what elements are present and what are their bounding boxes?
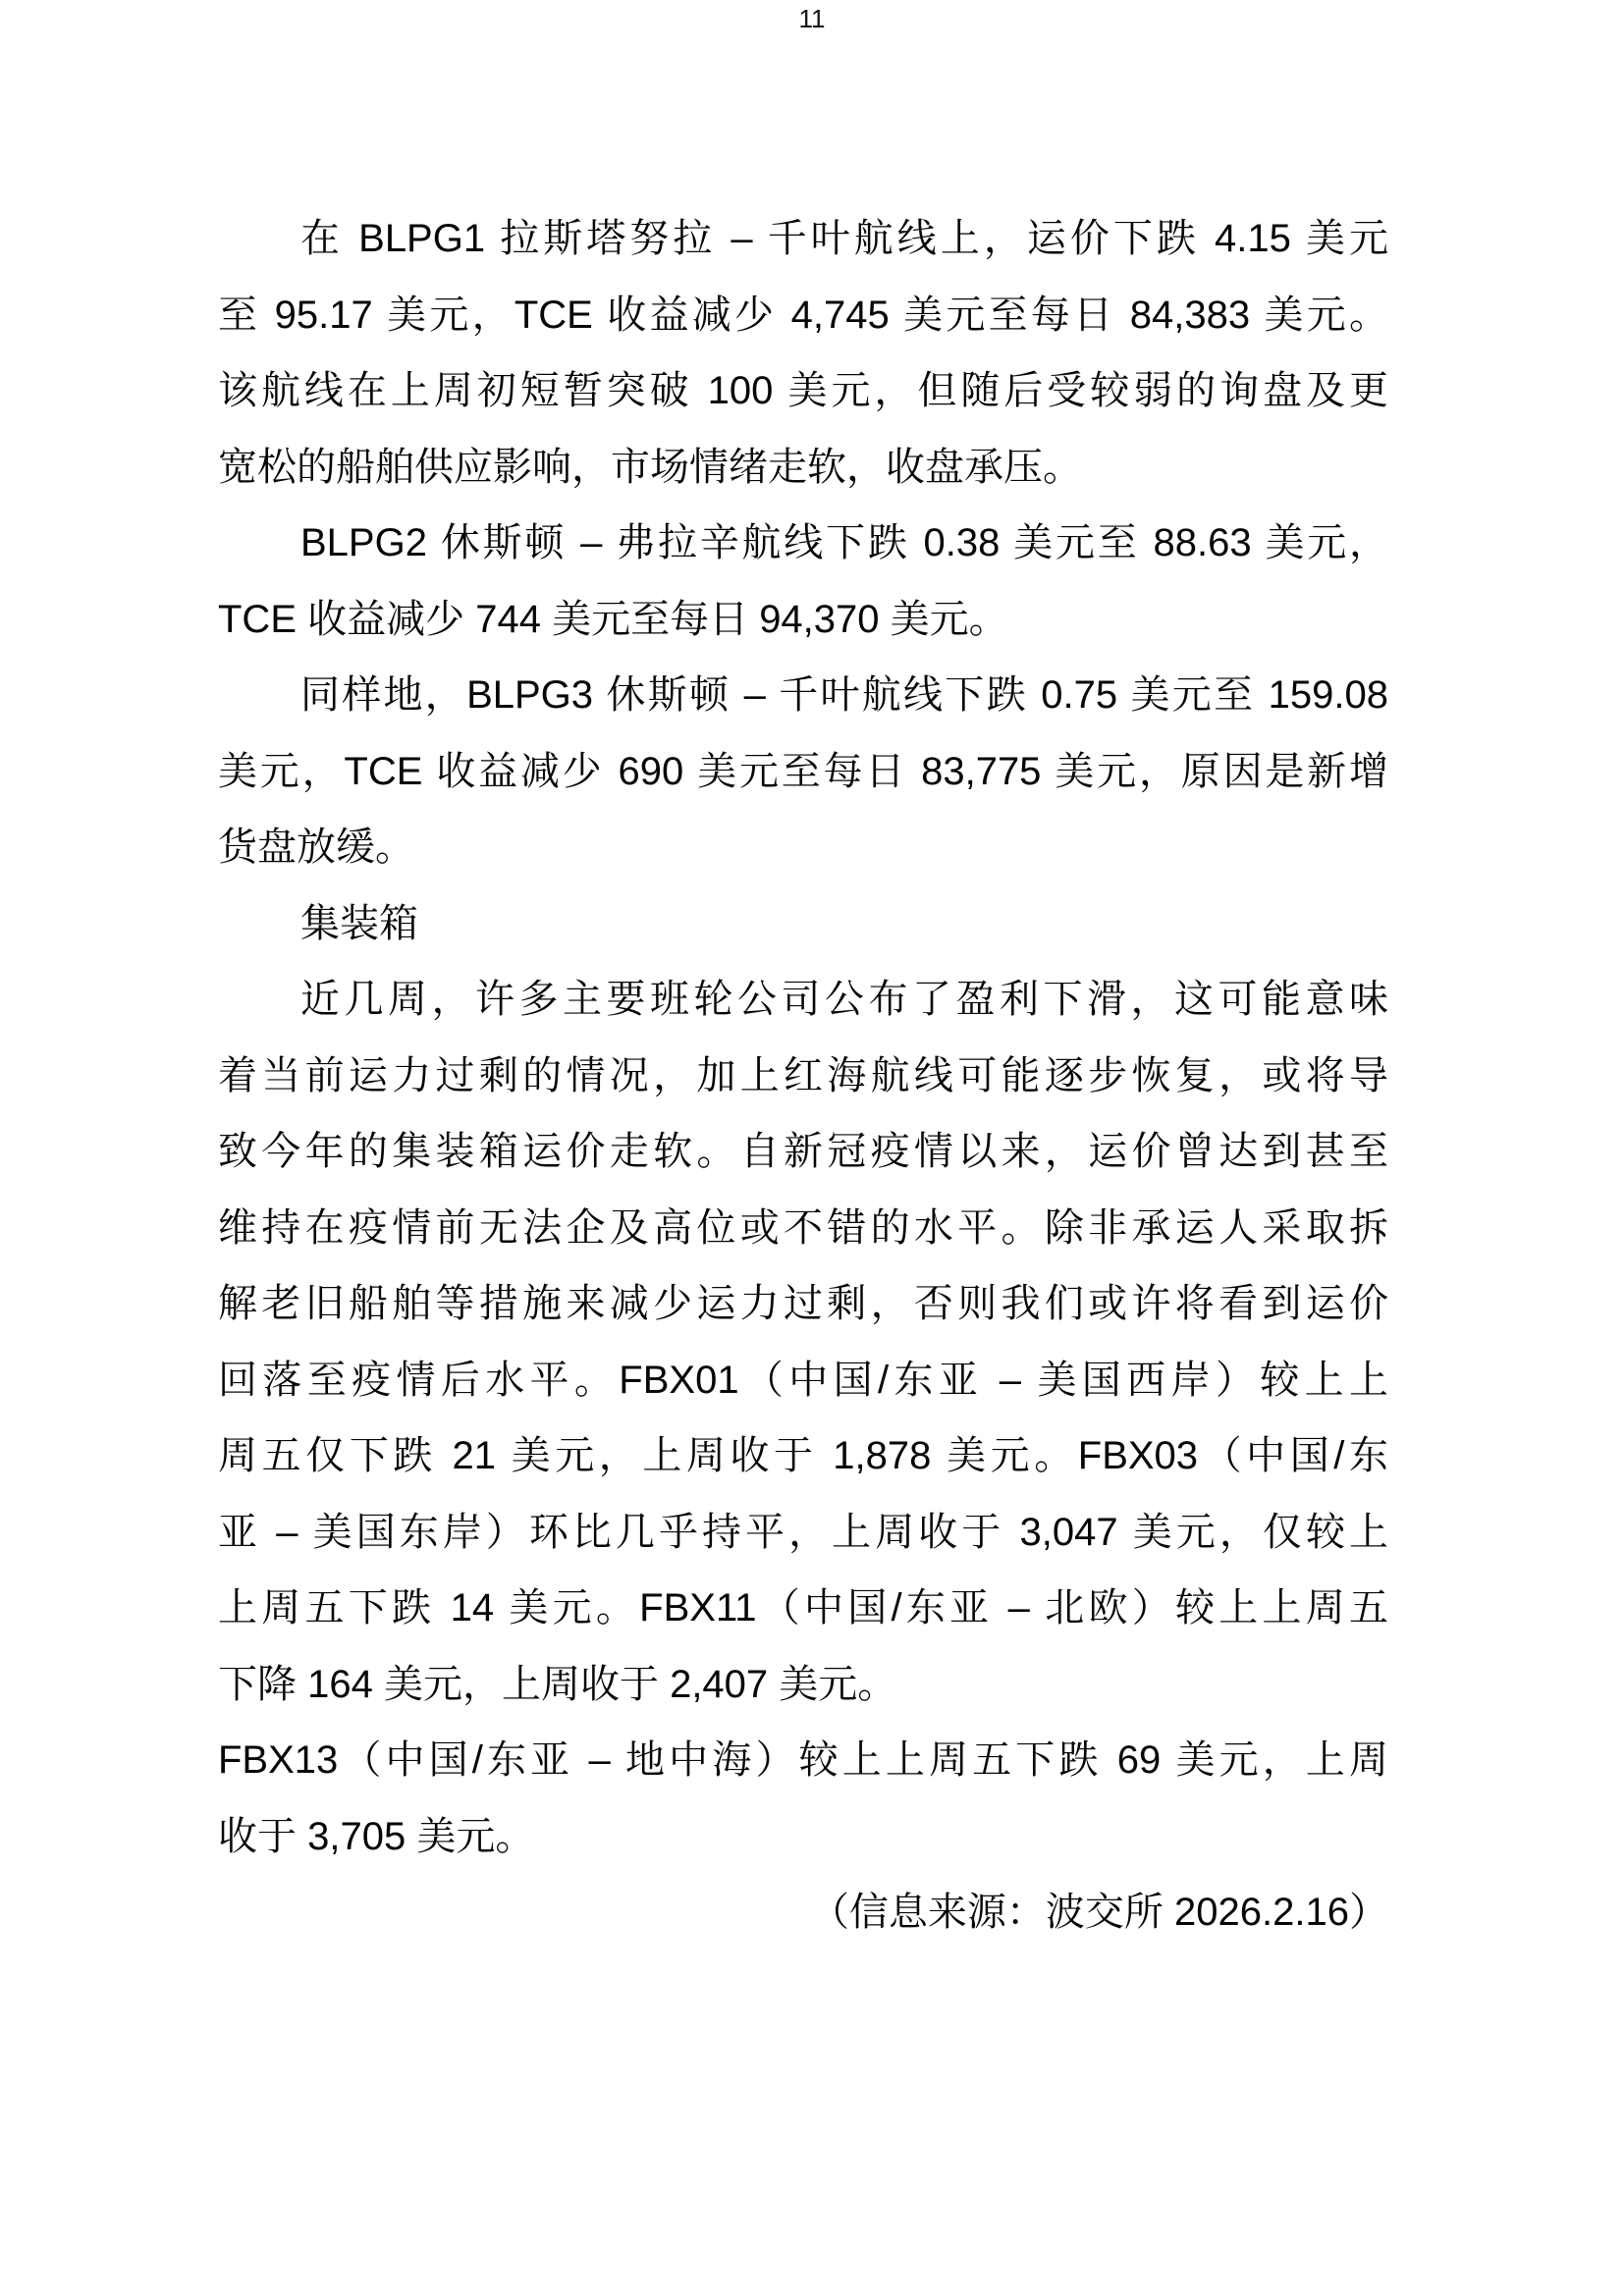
text-line: 该航线在上周初短暂突破 100 美元，但随后受较弱的询盘及更 xyxy=(218,369,1388,412)
document-body xyxy=(218,201,1388,1951)
text-line: 维持在疫情前无法企及高位或不错的水平。除非承运人采取拆 xyxy=(218,1205,1388,1250)
text-line: TCE 收益减少 744 美元至每日 94,370 美元。 xyxy=(218,597,1008,641)
text-line: 上周五下跌 14 美元。FBX11（中国/东亚 – 北欧）较上上周五 xyxy=(218,1586,1388,1629)
text-line: 在 BLPG1 拉斯塔努拉 – 千叶航线上，运价下跌 4.15 美元 xyxy=(300,217,1388,260)
text-line: 亚 – 美国东岸）环比几乎持平，上周收于 3,047 美元，仅较上 xyxy=(218,1510,1388,1554)
text-line: 至 95.17 美元，TCE 收益减少 4,745 美元至每日 84,383 美元。 xyxy=(218,293,1388,337)
text-line: 回落至疫情后水平。FBX01（中国/东亚 – 美国西岸）较上上 xyxy=(218,1358,1388,1402)
source-attribution: （信息来源：波交所 2026.2.16） xyxy=(809,1891,1388,1934)
text-line: 近几周，许多主要班轮公司公布了盈利下滑，这可能意味 xyxy=(300,978,1388,1021)
text-line: 致今年的集装箱运价走软。自新冠疫情以来，运价曾达到甚至 xyxy=(218,1130,1388,1173)
page-number: 11 xyxy=(798,4,826,33)
text-line: 收于 3,705 美元。 xyxy=(218,1814,535,1858)
section-heading-container: 集装箱 xyxy=(300,901,418,945)
text-line: 下降 164 美元，上周收于 2,407 美元。 xyxy=(218,1662,897,1706)
text-line: 宽松的船舶供应影响，市场情绪走软，收盘承压。 xyxy=(218,445,1082,489)
text-line: 周五仅下跌 21 美元，上周收于 1,878 美元。FBX03（中国/东 xyxy=(218,1434,1388,1477)
text-line: 着当前运力过剩的情况，加上红海航线可能逐步恢复，或将导 xyxy=(218,1053,1388,1097)
text-line: FBX13（中国/东亚 – 地中海）较上上周五下跌 69 美元，上周 xyxy=(218,1738,1388,1782)
text-line: 同样地，BLPG3 休斯顿 – 千叶航线下跌 0.75 美元至 159.08 xyxy=(300,673,1388,717)
text-line: 美元，TCE 收益减少 690 美元至每日 83,775 美元，原因是新增 xyxy=(218,749,1388,793)
text-line: 解老旧船舶等措施来减少运力过剩，否则我们或许将看到运价 xyxy=(218,1282,1388,1325)
text-line: 货盘放缓。 xyxy=(218,826,414,869)
text-line: BLPG2 休斯顿 – 弗拉辛航线下跌 0.38 美元至 88.63 美元， xyxy=(300,521,1388,564)
